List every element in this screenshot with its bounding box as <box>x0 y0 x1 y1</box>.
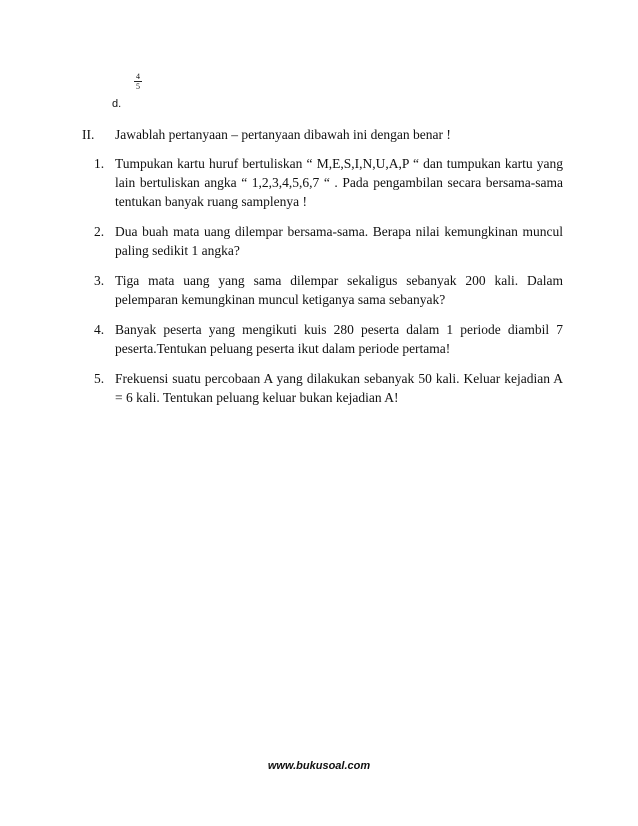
question-text: Banyak peserta yang mengikuti kuis 280 peserta dalam 1 periode diambil 7 peserta.Tentukan peluang peserta ikut dalam periode pertama! <box>115 322 563 356</box>
question-item <box>94 320 563 358</box>
question-text: Tumpukan kartu huruf bertuliskan “ M,E,S,I,N,U,A,P “ dan tumpukan kartu yang lain bertuliskan angka “ 1,2,3,4,5,6,7 “ . Pada pengambilan secara bersama-sama tentukan banyak ruang samplenya ! <box>115 156 563 209</box>
option-d-label: d. <box>112 98 122 110</box>
footer-website: www.bukusoal.com <box>267 760 371 772</box>
question-item <box>94 154 563 211</box>
section-title: Jawablah pertanyaan – pertanyaan dibawah ini dengan benar ! <box>115 127 451 142</box>
question-number: 3. <box>94 273 105 288</box>
question-text: Dua buah mata uang dilempar bersama-sama. Berapa nilai kemungkinan muncul paling sedikit 1 angka? <box>115 224 563 258</box>
fraction-denominator: 5 <box>136 82 140 91</box>
question-item <box>94 271 563 309</box>
question-item <box>94 369 563 407</box>
question-number: 2. <box>94 224 105 239</box>
question-item <box>94 222 563 260</box>
section-number: II. <box>82 127 95 142</box>
fraction <box>133 72 143 91</box>
question-number: 5. <box>94 371 105 386</box>
question-text: Frekuensi suatu percobaan A yang dilakukan sebanyak 50 kali. Keluar kejadian A = 6 kali. Tentukan peluang keluar bukan kejadian A! <box>115 371 563 405</box>
question-number: 1. <box>94 156 105 171</box>
question-list <box>94 154 563 418</box>
question-text: Tiga mata uang yang sama dilempar sekaligus sebanyak 200 kali. Dalam pelemparan kemungkinan muncul ketiganya sama sebanyak? <box>115 273 563 307</box>
fraction-numerator: 4 <box>136 72 140 81</box>
question-number: 4. <box>94 322 105 337</box>
